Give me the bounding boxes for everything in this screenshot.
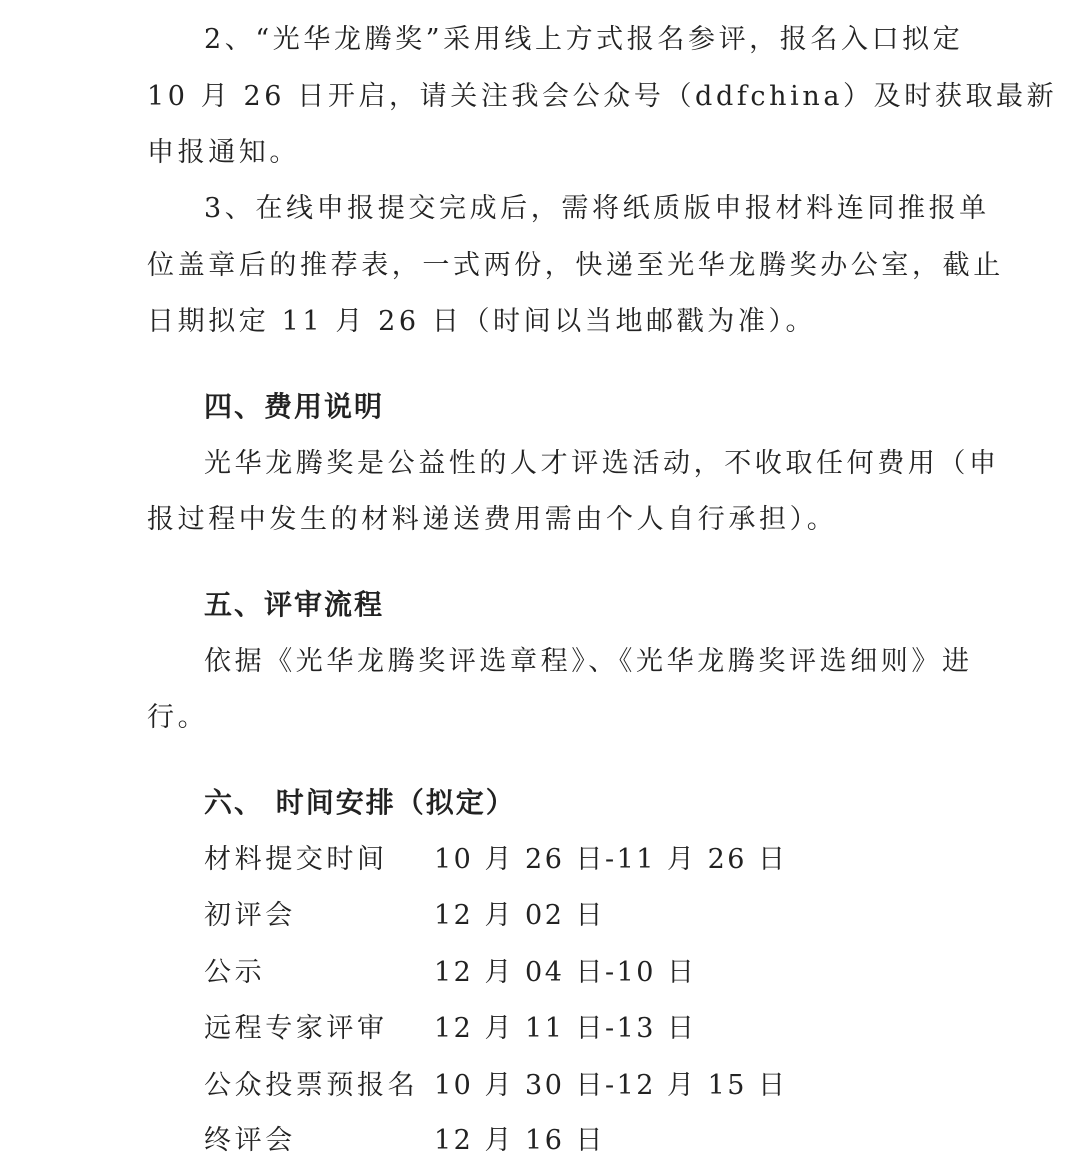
- section5-line2: 行。: [147, 702, 209, 733]
- schedule-row: [204, 840, 904, 880]
- item3-line2: 位盖章后的推荐表，一式两份，快递至光华龙腾奖办公室，截止: [147, 250, 1004, 281]
- schedule-row: [204, 896, 904, 936]
- schedule-label: 远程专家评审: [204, 1013, 388, 1044]
- schedule-time: 12 月 16 日: [434, 1125, 605, 1156]
- schedule-label: 公示: [204, 957, 266, 988]
- schedule-row: [204, 1066, 904, 1106]
- schedule-time: 12 月 11 日-13 日: [434, 1013, 697, 1044]
- section5-heading: 五、评审流程: [204, 588, 385, 621]
- schedule-label: 公众投票预报名: [204, 1070, 419, 1101]
- schedule-row: [204, 953, 904, 993]
- schedule-label: 初评会: [204, 900, 296, 931]
- section4-line1: 光华龙腾奖是公益性的人才评选活动，不收取任何费用（申: [204, 448, 1000, 479]
- item3-line1: 3、在线申报提交完成后，需将纸质版申报材料连同推报单: [204, 193, 990, 224]
- section5-line1: 依据《光华龙腾奖评选章程》、《光华龙腾奖评选细则》进: [204, 646, 973, 677]
- item3-line3: 日期拟定 11 月 26 日（时间以当地邮戳为准）。: [147, 306, 817, 337]
- schedule-row: [204, 1121, 904, 1161]
- schedule-label: 终评会: [204, 1125, 296, 1156]
- schedule-label: 材料提交时间: [204, 844, 388, 875]
- section4-line2: 报过程中发生的材料递送费用需由个人自行承担）。: [147, 504, 838, 535]
- section4-heading: 四、费用说明: [204, 390, 385, 423]
- section6-heading: 六、 时间安排（拟定）: [204, 786, 516, 819]
- schedule-row: [204, 1009, 904, 1049]
- schedule-time: 12 月 04 日-10 日: [434, 957, 697, 988]
- schedule-time: 10 月 30 日-12 月 15 日: [434, 1070, 788, 1101]
- schedule-time: 10 月 26 日-11 月 26 日: [434, 844, 788, 875]
- item2-line2: 10 月 26 日开启，请关注我会公众号（ddfchina）及时获取最新: [147, 81, 1058, 112]
- item2-line3: 申报通知。: [147, 137, 300, 168]
- schedule-time: 12 月 02 日: [434, 900, 605, 931]
- item2-line1: 2、“光华龙腾奖”采用线上方式报名参评，报名入口拟定: [204, 24, 964, 55]
